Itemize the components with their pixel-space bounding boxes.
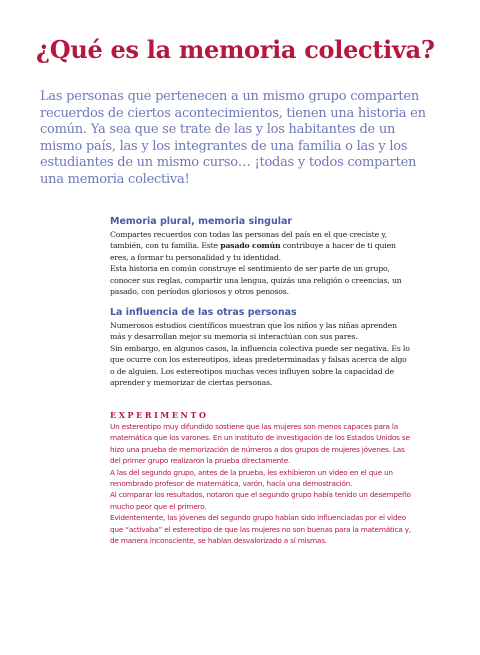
section-body [110, 320, 410, 388]
section-paragraph: Esta historia en común construye el sentimiento de ser parte de un grupo, conocer sus reglas, compartir una lengua, quizás una religión o creencias, un pasado, con períodos gloriosos y otros penosos. [110, 264, 402, 297]
experiment-paragraph: Evidentemente, las jóvenes del segundo grupo habían sido influenciadas por el video que “activaba” el estereotipo de que las mujeres no son buenas para la matemática y, de manera inconsciente, se habían desvalorizado a sí mismas. [110, 513, 411, 546]
text-span: Compartes recuerdos con todas las personas del país en el que creciste y, también, con tu familia. Este [110, 230, 387, 251]
experiment-paragraph: Un estereotipo muy difundido sostiene que las mujeres son menos capaces para la matemática que los varones. En un instituto de investigación de los Estados Unidos se hizo una prueba de memorización de números a dos grupos de mujeres jóvenes. Las del primer grupo realizaron la prueba directamente. [110, 422, 410, 466]
page-title: ¿Qué es la memoria colectiva? [36, 35, 435, 64]
section-paragraph [110, 229, 410, 263]
section-paragraph: Numerosos estudios científicos muestran que los niños y las niñas aprenden más y desarrollan mejor su memoria si interactúan con sus pares. [110, 321, 397, 342]
experiment-paragraph: Al comparar los resultados, notaron que el segundo grupo había tenido un desempeño mucho peor que el primero. [110, 490, 411, 511]
section-heading: La influencia de las otras personas [110, 307, 297, 318]
section-memoria-plural [110, 215, 410, 297]
section-influencia [110, 306, 410, 388]
experiment-paragraph: A las del segundo grupo, antes de la prueba, les exhibieron un video en el que un renombrado profesor de matemática, varón, hacía una demostración. [110, 467, 393, 489]
bold-term: pasado común [220, 241, 281, 251]
intro-paragraph: Las personas que pertenecen a un mismo grupo comparten recuerdos de ciertos acontecimientos, tienen una historia en común. Ya sea que se trate de las y los habitantes de un mismo país, las y los integrantes de una familia o las y los estudiantes de un mismo curso… ¡todas y todos comparten una memoria colectiva! [40, 89, 426, 187]
experiment-body [110, 421, 415, 546]
experiment-heading: EXPERIMENTO [110, 410, 209, 420]
text-span: contribuye a hacer de ti quien eres, a formar tu personalidad y tu identidad. [110, 241, 396, 262]
experiment-box [110, 409, 415, 546]
section-paragraph: Sin embargo, en algunos casos, la influencia colectiva puede ser negativa. Es lo que ocurre con los estereotipos, ideas predeterminadas y falsas acerca de algo o de alguien. Los estereotipos muchas veces influyen sobre la capacidad de aprender y memorizar de ciertas personas. [110, 343, 410, 388]
section-heading: Memoria plural, memoria singular [110, 216, 293, 227]
section-body [110, 229, 410, 297]
